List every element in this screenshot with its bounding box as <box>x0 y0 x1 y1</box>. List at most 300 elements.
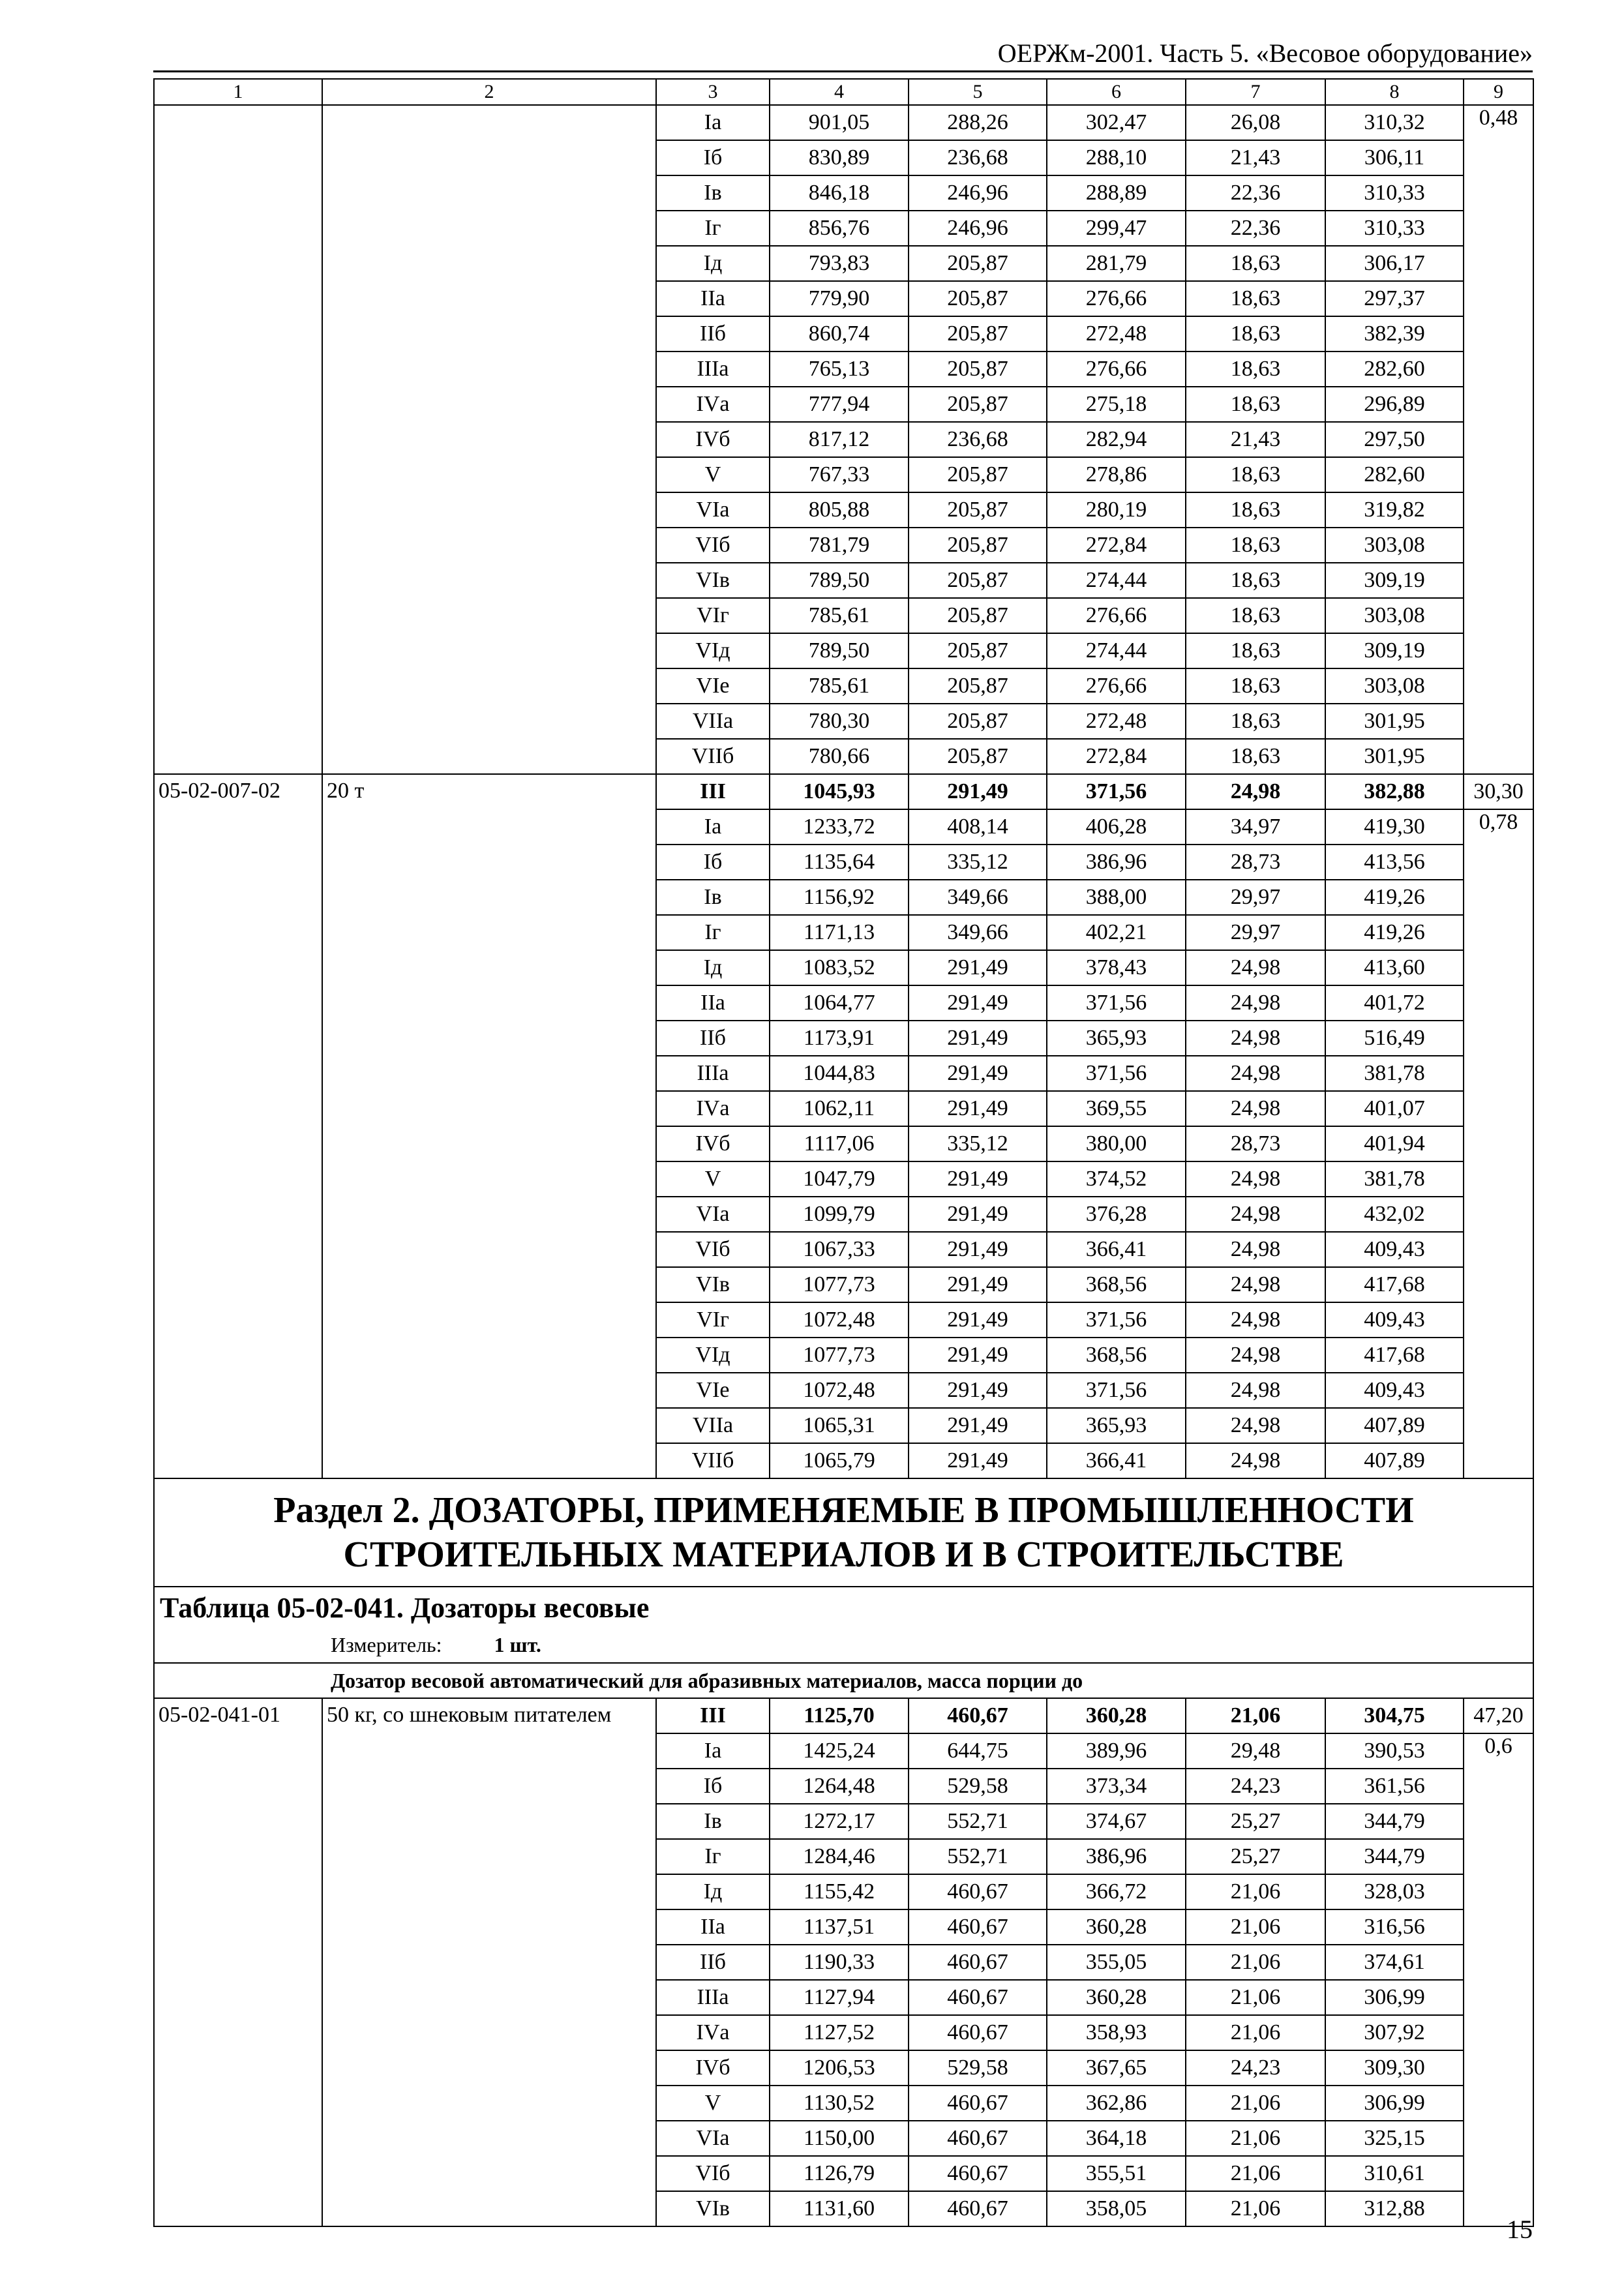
value-cell: 297,50 <box>1325 422 1464 457</box>
value-cell: 21,06 <box>1186 2156 1325 2191</box>
value-cell: V <box>656 457 770 492</box>
value-cell: 205,87 <box>909 387 1047 422</box>
value-cell: 1173,91 <box>770 1021 909 1056</box>
value-cell: IIIа <box>656 1980 770 2015</box>
description-row <box>154 1663 1533 1698</box>
value-cell: 390,53 <box>1325 1733 1464 1769</box>
value-cell: 246,96 <box>909 175 1047 211</box>
value-cell: 371,56 <box>1047 985 1186 1021</box>
value-cell: 21,43 <box>1186 140 1325 175</box>
value-cell: 349,66 <box>909 880 1047 915</box>
value-cell: 21,06 <box>1186 1698 1325 1733</box>
value-cell: 18,63 <box>1186 704 1325 739</box>
column-number: 8 <box>1325 79 1464 105</box>
value-cell: 1156,92 <box>770 880 909 915</box>
value-cell: VIв <box>656 2191 770 2226</box>
value-cell: 382,88 <box>1325 774 1464 809</box>
value-cell: 278,86 <box>1047 457 1186 492</box>
value-cell: 288,10 <box>1047 140 1186 175</box>
value-cell: 856,76 <box>770 211 909 246</box>
value-cell: 1062,11 <box>770 1091 909 1126</box>
value-cell: 312,88 <box>1325 2191 1464 2226</box>
value-cell: 309,30 <box>1325 2050 1464 2086</box>
value-cell: IIб <box>656 1945 770 1980</box>
value-cell: VIIб <box>656 739 770 774</box>
value-cell: 409,43 <box>1325 1232 1464 1267</box>
value-cell: 291,49 <box>909 1197 1047 1232</box>
value-cell: 779,90 <box>770 281 909 316</box>
value-cell: VIе <box>656 1373 770 1408</box>
value-cell: 417,68 <box>1325 1267 1464 1302</box>
value-cell: 291,49 <box>909 1161 1047 1197</box>
value-cell: 21,06 <box>1186 2015 1325 2050</box>
value-cell: 371,56 <box>1047 1373 1186 1408</box>
value-cell: 301,95 <box>1325 739 1464 774</box>
value-cell: VIб <box>656 1232 770 1267</box>
value-cell: 299,47 <box>1047 211 1186 246</box>
section-heading <box>154 1478 1533 1587</box>
value-cell: 401,07 <box>1325 1091 1464 1126</box>
value-cell: 901,05 <box>770 105 909 140</box>
value-cell: 24,23 <box>1186 2050 1325 2086</box>
value-cell: 276,66 <box>1047 352 1186 387</box>
value-cell: 288,26 <box>909 105 1047 140</box>
value-cell: 373,34 <box>1047 1769 1186 1804</box>
value-cell: 1137,51 <box>770 1909 909 1945</box>
value-cell: 417,68 <box>1325 1338 1464 1373</box>
value-cell: Iб <box>656 845 770 880</box>
value-cell: 205,87 <box>909 668 1047 704</box>
name-cell: 20 т <box>322 774 656 1478</box>
value-cell: Iд <box>656 1874 770 1909</box>
value-cell: 21,06 <box>1186 1874 1325 1909</box>
value-cell: 389,96 <box>1047 1733 1186 1769</box>
value-cell: 319,82 <box>1325 492 1464 528</box>
value-cell: 376,28 <box>1047 1197 1186 1232</box>
value-cell: III <box>656 1698 770 1733</box>
value-cell: 1067,33 <box>770 1232 909 1267</box>
value-cell: 371,56 <box>1047 1056 1186 1091</box>
value-cell: 291,49 <box>909 950 1047 985</box>
value-cell: 460,67 <box>909 1909 1047 1945</box>
value-cell: 236,68 <box>909 140 1047 175</box>
value-cell: 282,94 <box>1047 422 1186 457</box>
value-cell: 276,66 <box>1047 281 1186 316</box>
value-cell: 413,60 <box>1325 950 1464 985</box>
value-cell: 21,06 <box>1186 1980 1325 2015</box>
value-cell: Iб <box>656 1769 770 1804</box>
value-cell: 28,73 <box>1186 845 1325 880</box>
value-cell: 789,50 <box>770 633 909 668</box>
value-cell: 205,87 <box>909 281 1047 316</box>
value-cell: 291,49 <box>909 774 1047 809</box>
value-cell: IVа <box>656 2015 770 2050</box>
value-cell: 29,48 <box>1186 1733 1325 1769</box>
value-cell: 1047,79 <box>770 1161 909 1197</box>
value-cell: 18,63 <box>1186 387 1325 422</box>
value-cell: 24,98 <box>1186 1408 1325 1443</box>
value-cell: 18,63 <box>1186 281 1325 316</box>
value-cell: 18,63 <box>1186 563 1325 598</box>
value-cell: 460,67 <box>909 2121 1047 2156</box>
value-cell: 24,98 <box>1186 1373 1325 1408</box>
value-cell: 529,58 <box>909 2050 1047 2086</box>
col9-cell: 30,30 <box>1464 774 1533 809</box>
value-cell: 361,56 <box>1325 1769 1464 1804</box>
value-cell: Iв <box>656 880 770 915</box>
value-cell: 382,39 <box>1325 316 1464 352</box>
value-cell: 24,98 <box>1186 1267 1325 1302</box>
value-cell: 291,49 <box>909 1021 1047 1056</box>
value-cell: 785,61 <box>770 598 909 633</box>
value-cell: 309,19 <box>1325 633 1464 668</box>
value-cell: 805,88 <box>770 492 909 528</box>
value-cell: 18,63 <box>1186 668 1325 704</box>
value-cell: 205,87 <box>909 457 1047 492</box>
value-cell: 1284,46 <box>770 1839 909 1874</box>
value-cell: 460,67 <box>909 1874 1047 1909</box>
value-cell: 432,02 <box>1325 1197 1464 1232</box>
value-cell: Iа <box>656 1733 770 1769</box>
value-cell: VIд <box>656 633 770 668</box>
value-cell: 309,19 <box>1325 563 1464 598</box>
value-cell: 335,12 <box>909 1126 1047 1161</box>
value-cell: 1077,73 <box>770 1267 909 1302</box>
value-cell: 303,08 <box>1325 528 1464 563</box>
value-cell: 275,18 <box>1047 387 1186 422</box>
value-cell: 381,78 <box>1325 1161 1464 1197</box>
value-cell: 369,55 <box>1047 1091 1186 1126</box>
value-cell: 205,87 <box>909 352 1047 387</box>
value-cell: 291,49 <box>909 1056 1047 1091</box>
value-cell: 29,97 <box>1186 880 1325 915</box>
value-cell: 18,63 <box>1186 633 1325 668</box>
value-cell: 301,95 <box>1325 704 1464 739</box>
value-cell: VIг <box>656 598 770 633</box>
value-cell: 304,75 <box>1325 1698 1464 1733</box>
value-cell: 1127,52 <box>770 2015 909 2050</box>
table-row <box>154 105 1533 140</box>
value-cell: 282,60 <box>1325 352 1464 387</box>
value-cell: VIIа <box>656 704 770 739</box>
value-cell: 205,87 <box>909 633 1047 668</box>
value-cell: VIе <box>656 668 770 704</box>
code-cell: 05-02-007-02 <box>154 774 322 1478</box>
value-cell: V <box>656 1161 770 1197</box>
value-cell: VIд <box>656 1338 770 1373</box>
value-cell: 355,05 <box>1047 1945 1186 1980</box>
value-cell: IIб <box>656 1021 770 1056</box>
value-cell: IIIа <box>656 1056 770 1091</box>
value-cell: 460,67 <box>909 1980 1047 2015</box>
name-cell <box>322 105 656 774</box>
value-cell: IIIа <box>656 352 770 387</box>
value-cell: 22,36 <box>1186 211 1325 246</box>
value-cell: Iг <box>656 915 770 950</box>
value-cell: 371,56 <box>1047 1302 1186 1338</box>
value-cell: 360,28 <box>1047 1698 1186 1733</box>
column-number: 5 <box>909 79 1047 105</box>
value-cell: 24,98 <box>1186 774 1325 809</box>
value-cell: 18,63 <box>1186 528 1325 563</box>
column-number: 4 <box>770 79 909 105</box>
table-title-row <box>154 1587 1533 1628</box>
value-cell: 830,89 <box>770 140 909 175</box>
value-cell: 22,36 <box>1186 175 1325 211</box>
value-cell: 291,49 <box>909 1373 1047 1408</box>
value-cell: Iг <box>656 1839 770 1874</box>
value-cell: 409,43 <box>1325 1373 1464 1408</box>
value-cell: 291,49 <box>909 1408 1047 1443</box>
value-cell: 368,56 <box>1047 1338 1186 1373</box>
value-cell: 378,43 <box>1047 950 1186 985</box>
value-cell: 291,49 <box>909 1302 1047 1338</box>
value-cell: 374,61 <box>1325 1945 1464 1980</box>
value-cell: 408,14 <box>909 809 1047 845</box>
value-cell: 274,44 <box>1047 563 1186 598</box>
value-cell: 328,03 <box>1325 1874 1464 1909</box>
value-cell: 21,06 <box>1186 2086 1325 2121</box>
value-cell: 288,89 <box>1047 175 1186 211</box>
table-row-bold <box>154 1698 1533 1733</box>
value-cell: 24,98 <box>1186 1161 1325 1197</box>
value-cell: 529,58 <box>909 1769 1047 1804</box>
value-cell: 291,49 <box>909 1443 1047 1478</box>
value-cell: 368,56 <box>1047 1267 1186 1302</box>
value-cell: Iа <box>656 809 770 845</box>
value-cell: 21,06 <box>1186 2121 1325 2156</box>
value-cell: 362,86 <box>1047 2086 1186 2121</box>
column-number: 9 <box>1464 79 1533 105</box>
value-cell: 246,96 <box>909 211 1047 246</box>
value-cell: 349,66 <box>909 915 1047 950</box>
value-cell: 21,06 <box>1186 1909 1325 1945</box>
value-cell: 24,98 <box>1186 1232 1325 1267</box>
value-cell: IVб <box>656 422 770 457</box>
value-cell: 516,49 <box>1325 1021 1464 1056</box>
value-cell: VIб <box>656 2156 770 2191</box>
value-cell: 1044,83 <box>770 1056 909 1091</box>
value-cell: 24,98 <box>1186 1021 1325 1056</box>
value-cell: 413,56 <box>1325 845 1464 880</box>
table-body <box>154 79 1533 2226</box>
value-cell: 409,43 <box>1325 1302 1464 1338</box>
value-cell: 460,67 <box>909 2191 1047 2226</box>
section-row <box>154 1478 1533 1587</box>
section-heading-line1: Раздел 2. ДОЗАТОРЫ, ПРИМЕНЯЕМЫЕ В ПРОМЫШЛЕННОСТИ <box>273 1490 1414 1531</box>
value-cell: 306,99 <box>1325 2086 1464 2121</box>
value-cell: 419,26 <box>1325 880 1464 915</box>
value-cell: 303,08 <box>1325 598 1464 633</box>
value-cell: 28,73 <box>1186 1126 1325 1161</box>
value-cell: 24,98 <box>1186 1338 1325 1373</box>
value-cell: 1155,42 <box>770 1874 909 1909</box>
value-cell: IVб <box>656 2050 770 2086</box>
value-cell: 344,79 <box>1325 1839 1464 1874</box>
value-cell: 291,49 <box>909 1232 1047 1267</box>
section-heading-line2: СТРОИТЕЛЬНЫХ МАТЕРИАЛОВ И В СТРОИТЕЛЬСТВЕ <box>343 1534 1344 1575</box>
value-cell: 18,63 <box>1186 352 1325 387</box>
value-cell: Iб <box>656 140 770 175</box>
value-cell: III <box>656 774 770 809</box>
value-cell: 360,28 <box>1047 1909 1186 1945</box>
value-cell: 1072,48 <box>770 1373 909 1408</box>
value-cell: 18,63 <box>1186 316 1325 352</box>
value-cell: 29,97 <box>1186 915 1325 950</box>
value-cell: 401,72 <box>1325 985 1464 1021</box>
value-cell: 335,12 <box>909 845 1047 880</box>
description: Дозатор весовой автоматический для абразивных материалов, масса порции до <box>154 1663 1533 1698</box>
running-header: ОЕРЖм-2001. Часть 5. «Весовое оборудование» <box>153 38 1533 72</box>
value-cell: 460,67 <box>909 1945 1047 1980</box>
value-cell: Iд <box>656 950 770 985</box>
value-cell: 310,61 <box>1325 2156 1464 2191</box>
value-cell: 860,74 <box>770 316 909 352</box>
value-cell: 297,37 <box>1325 281 1464 316</box>
col9-cell: 0,48 <box>1464 105 1533 774</box>
value-cell: 21,43 <box>1186 422 1325 457</box>
value-cell: 781,79 <box>770 528 909 563</box>
value-cell: 386,96 <box>1047 845 1186 880</box>
value-cell: 419,26 <box>1325 915 1464 950</box>
value-cell: 291,49 <box>909 985 1047 1021</box>
value-cell: 767,33 <box>770 457 909 492</box>
value-cell: 1206,53 <box>770 2050 909 2086</box>
value-cell: IVб <box>656 1126 770 1161</box>
value-cell: 846,18 <box>770 175 909 211</box>
value-cell: 785,61 <box>770 668 909 704</box>
value-cell: 1065,79 <box>770 1443 909 1478</box>
value-cell: IVа <box>656 1091 770 1126</box>
value-cell: 24,23 <box>1186 1769 1325 1804</box>
value-cell: 374,67 <box>1047 1804 1186 1839</box>
name-cell: 50 кг, со шнековым питателем <box>322 1698 656 2226</box>
value-cell: 280,19 <box>1047 492 1186 528</box>
value-cell: 302,47 <box>1047 105 1186 140</box>
value-cell: V <box>656 2086 770 2121</box>
value-cell: IIб <box>656 316 770 352</box>
value-cell: 306,11 <box>1325 140 1464 175</box>
value-cell: 793,83 <box>770 246 909 281</box>
rates-table <box>153 78 1534 2227</box>
value-cell: Iв <box>656 175 770 211</box>
value-cell: 272,48 <box>1047 316 1186 352</box>
value-cell: 374,52 <box>1047 1161 1186 1197</box>
column-number-row <box>154 79 1533 105</box>
value-cell: 355,51 <box>1047 2156 1186 2191</box>
value-cell: 291,49 <box>909 1091 1047 1126</box>
value-cell: 1045,93 <box>770 774 909 809</box>
value-cell: 358,93 <box>1047 2015 1186 2050</box>
value-cell: VIв <box>656 563 770 598</box>
value-cell: 306,17 <box>1325 246 1464 281</box>
value-cell: IIа <box>656 1909 770 1945</box>
value-cell: 1127,94 <box>770 1980 909 2015</box>
value-cell: 26,08 <box>1186 105 1325 140</box>
value-cell: 419,30 <box>1325 809 1464 845</box>
value-cell: 402,21 <box>1047 915 1186 950</box>
value-cell: 460,67 <box>909 2086 1047 2121</box>
value-cell: 325,15 <box>1325 2121 1464 2156</box>
value-cell: IIа <box>656 281 770 316</box>
value-cell: 765,13 <box>770 352 909 387</box>
value-cell: Iд <box>656 246 770 281</box>
value-cell: 272,84 <box>1047 739 1186 774</box>
value-cell: 780,66 <box>770 739 909 774</box>
value-cell: VIа <box>656 1197 770 1232</box>
value-cell: 24,98 <box>1186 1302 1325 1338</box>
value-cell: 316,56 <box>1325 1909 1464 1945</box>
code-cell <box>154 105 322 774</box>
value-cell: 274,44 <box>1047 633 1186 668</box>
value-cell: 34,97 <box>1186 809 1325 845</box>
value-cell: 388,00 <box>1047 880 1186 915</box>
value-cell: 364,18 <box>1047 2121 1186 2156</box>
value-cell: 1272,17 <box>770 1804 909 1839</box>
value-cell: IIа <box>656 985 770 1021</box>
value-cell: 24,98 <box>1186 1056 1325 1091</box>
value-cell: 24,98 <box>1186 1197 1325 1232</box>
value-cell: 272,48 <box>1047 704 1186 739</box>
value-cell: 310,32 <box>1325 105 1464 140</box>
value-cell: VIа <box>656 492 770 528</box>
value-cell: 780,30 <box>770 704 909 739</box>
value-cell: 407,89 <box>1325 1443 1464 1478</box>
value-cell: 371,56 <box>1047 774 1186 809</box>
column-number: 7 <box>1186 79 1325 105</box>
value-cell: 291,49 <box>909 1338 1047 1373</box>
value-cell: 1083,52 <box>770 950 909 985</box>
value-cell: 276,66 <box>1047 598 1186 633</box>
value-cell: 817,12 <box>770 422 909 457</box>
col9-cell: 0,6 <box>1464 1733 1533 2226</box>
value-cell: 1072,48 <box>770 1302 909 1338</box>
value-cell: 205,87 <box>909 316 1047 352</box>
value-cell: 18,63 <box>1186 457 1325 492</box>
value-cell: 367,65 <box>1047 2050 1186 2086</box>
value-cell: 205,87 <box>909 246 1047 281</box>
value-cell: 296,89 <box>1325 387 1464 422</box>
value-cell: 365,93 <box>1047 1021 1186 1056</box>
value-cell: 644,75 <box>909 1733 1047 1769</box>
value-cell: 1233,72 <box>770 809 909 845</box>
value-cell: 407,89 <box>1325 1408 1464 1443</box>
value-cell: 1126,79 <box>770 2156 909 2191</box>
value-cell: 24,98 <box>1186 985 1325 1021</box>
value-cell: 205,87 <box>909 492 1047 528</box>
value-cell: VIIб <box>656 1443 770 1478</box>
value-cell: 344,79 <box>1325 1804 1464 1839</box>
value-cell: VIа <box>656 2121 770 2156</box>
value-cell: VIв <box>656 1267 770 1302</box>
value-cell: VIг <box>656 1302 770 1338</box>
value-cell: 386,96 <box>1047 1839 1186 1874</box>
value-cell: 366,41 <box>1047 1232 1186 1267</box>
value-cell: VIб <box>656 528 770 563</box>
value-cell: 1125,70 <box>770 1698 909 1733</box>
value-cell: 1135,64 <box>770 845 909 880</box>
value-cell: 1264,48 <box>770 1769 909 1804</box>
col9-cell: 47,20 <box>1464 1698 1533 1733</box>
value-cell: 24,98 <box>1186 1443 1325 1478</box>
value-cell: 401,94 <box>1325 1126 1464 1161</box>
value-cell: 303,08 <box>1325 668 1464 704</box>
value-cell: 1099,79 <box>770 1197 909 1232</box>
value-cell: 205,87 <box>909 598 1047 633</box>
value-cell: 25,27 <box>1186 1839 1325 1874</box>
value-cell: 25,27 <box>1186 1804 1325 1839</box>
value-cell: 310,33 <box>1325 211 1464 246</box>
